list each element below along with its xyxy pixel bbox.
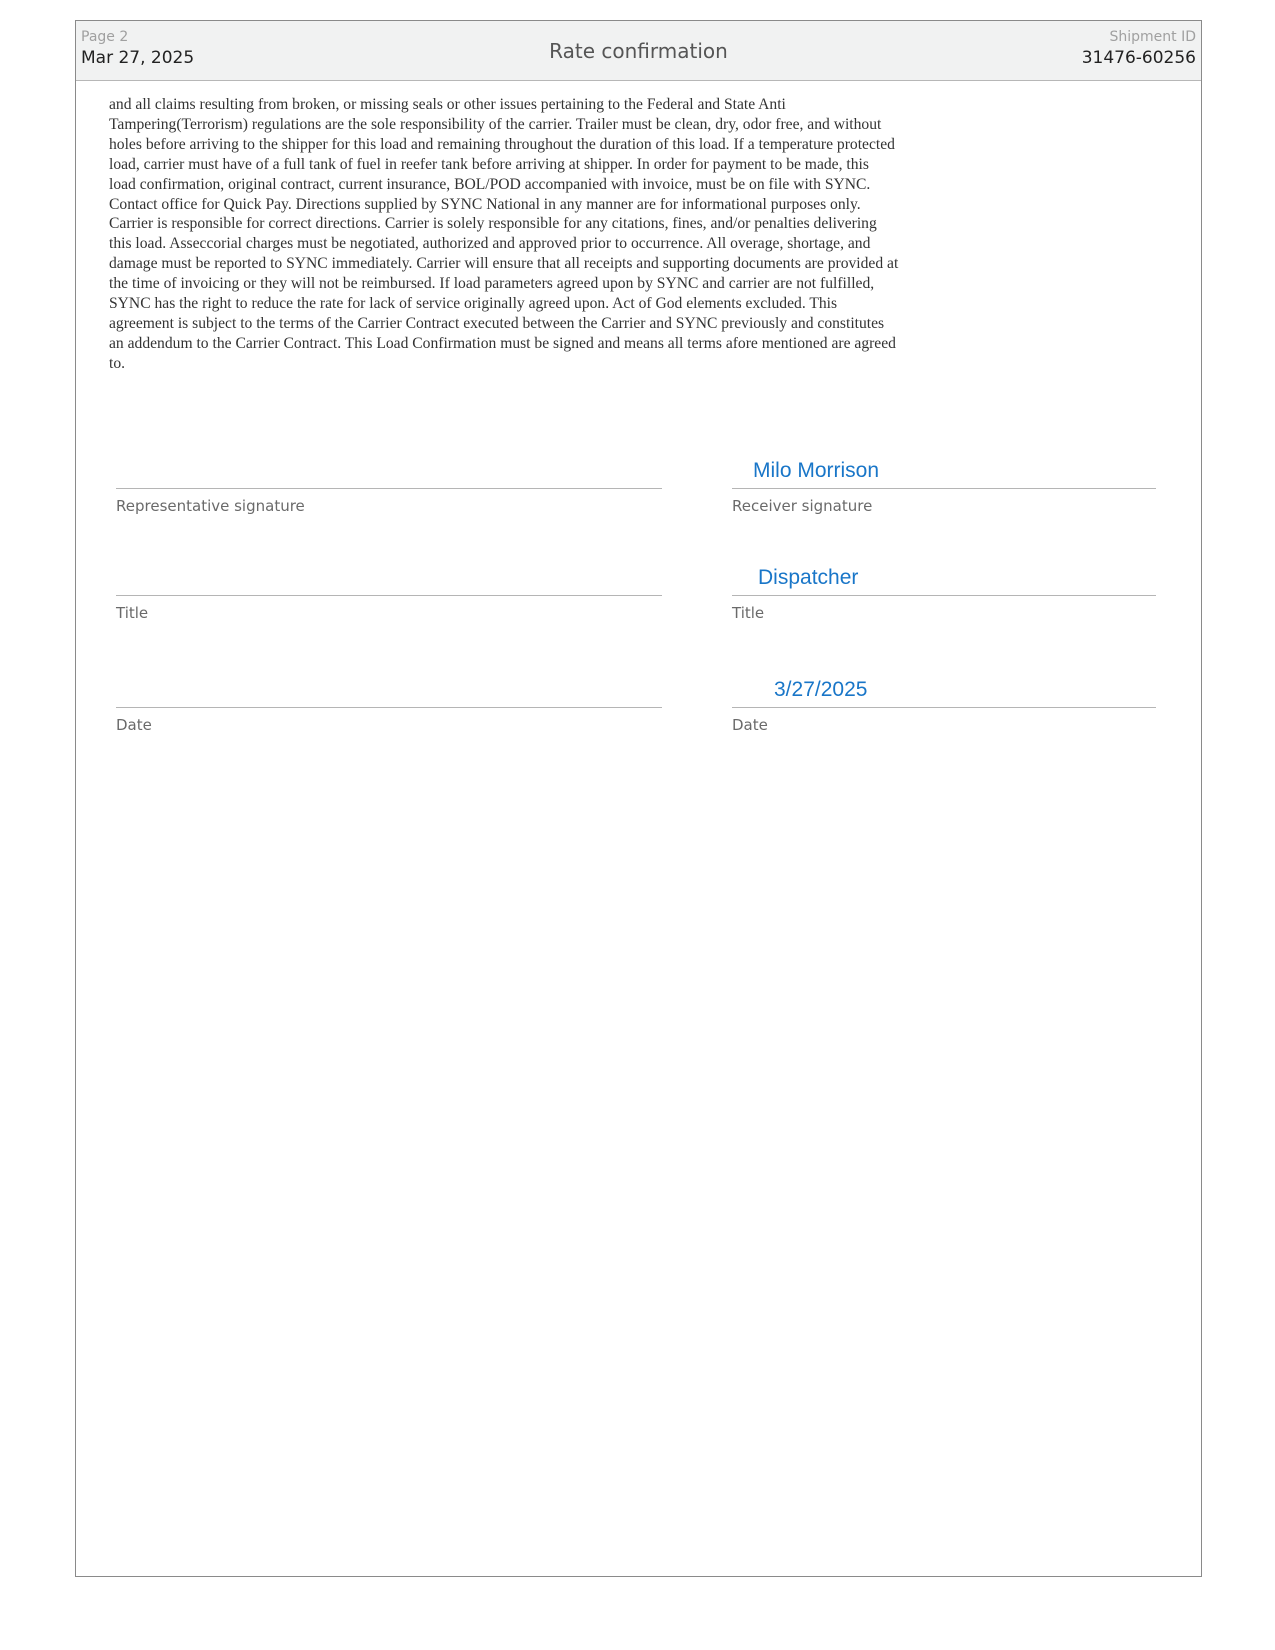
representative-date-label: Date bbox=[116, 716, 152, 734]
shipment-id-value: 31476-60256 bbox=[1081, 48, 1196, 68]
receiver-title-label: Title bbox=[732, 604, 765, 622]
representative-date-field[interactable] bbox=[116, 664, 662, 734]
representative-signature-label: Representative signature bbox=[116, 497, 305, 515]
page-number: Page 2 bbox=[81, 29, 129, 45]
receiver-title-value: Dispatcher bbox=[758, 566, 859, 589]
document-date: Mar 27, 2025 bbox=[81, 48, 195, 68]
representative-title-field[interactable] bbox=[116, 552, 662, 622]
receiver-signature-field[interactable] bbox=[732, 445, 1156, 515]
page-header bbox=[76, 21, 1201, 81]
signature-line bbox=[116, 488, 662, 489]
signature-line bbox=[732, 488, 1156, 489]
terms-paragraph: and all claims resulting from broken, or missing seals or other issues pertaining to the Federal and State Anti Tampering(Terrorism) regulations are the sole responsibility of the carrier. Trailer must be clean, dry, odor free, and without holes before arriving to the shipper for this load and remaining throughout the duration of this load. If a temperature protected load, carrier must have of a full tank of fuel in reefer tank before arriving at shipper. In order for payment to be made, this load confirmation, original contract, current insurance, BOL/POD accompanied with invoice, must be on file with SYNC. Contact office for Quick Pay. Directions supplied by SYNC National in any manner are for informational purposes only. Carrier is responsible for correct directions. Carrier is solely responsible for any citations, fines, and/or penalties delivering this load. Asseccorial charges must be negotiated, authorized and approved prior to occurrence. All overage, shortage, and damage must be reported to SYNC immediately. Carrier will ensure that all receipts and supporting documents are provided at the time of invoicing or they will not be reimbursed. If load parameters agreed upon by SYNC and carrier are not fulfilled, SYNC has the right to reduce the rate for lack of service originally agreed upon. Act of God elements excluded. This agreement is subject to the terms of the Carrier Contract executed between the Carrier and SYNC previously and constitutes an addendum to the Carrier Contract. This Load Confirmation must be signed and means all terms afore mentioned are agreed to. bbox=[109, 96, 899, 372]
header-right bbox=[1082, 28, 1196, 70]
date-line bbox=[116, 707, 662, 708]
document-page bbox=[75, 20, 1202, 1577]
shipment-id-label: Shipment ID bbox=[1109, 29, 1196, 45]
title-line bbox=[732, 595, 1156, 596]
receiver-date-label: Date bbox=[732, 716, 768, 734]
receiver-title-field[interactable] bbox=[732, 552, 1156, 622]
date-line bbox=[732, 707, 1156, 708]
receiver-signature-value: Milo Morrison bbox=[753, 459, 880, 482]
receiver-date-field[interactable] bbox=[732, 664, 1156, 734]
receiver-signature-label: Receiver signature bbox=[732, 497, 873, 515]
representative-signature-field[interactable] bbox=[116, 445, 662, 515]
title-line bbox=[116, 595, 662, 596]
representative-title-label: Title bbox=[116, 604, 149, 622]
document-title: Rate confirmation bbox=[549, 39, 728, 63]
receiver-date-value: 3/27/2025 bbox=[774, 678, 868, 701]
